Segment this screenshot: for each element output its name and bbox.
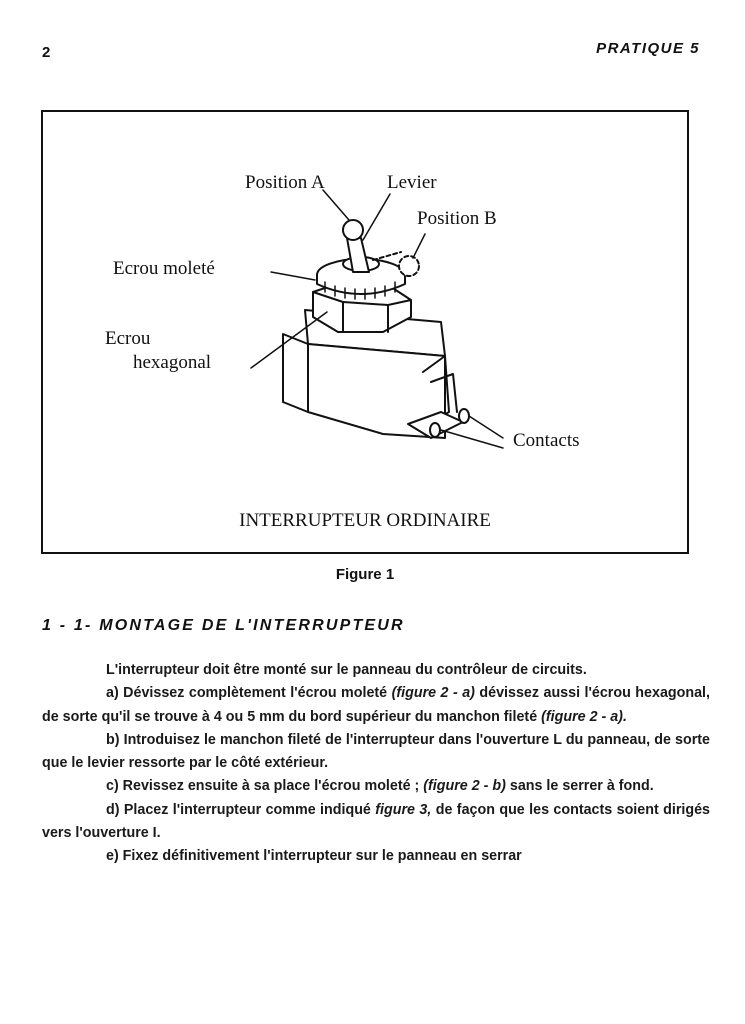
label-levier: Levier [387, 172, 437, 193]
label-position-a: Position A [245, 172, 325, 193]
figure-caption: Figure 1 [335, 566, 395, 583]
lever-position-b [373, 252, 401, 260]
body-text [42, 659, 710, 869]
label-ecrou: Ecrou [105, 328, 151, 349]
paragraph-c: c) Revissez ensuite à sa place l'écrou moleté ; (figure 2 - b) sans le serrer à fond. [106, 778, 654, 795]
paragraph-b: b) Introduisez le manchon fileté de l'interrupteur dans l'ouverture L du panneau, de sorte que le levier ressorte par le côté extérieur. [42, 731, 710, 772]
leader-levier [363, 194, 390, 240]
leader-contacts-1 [469, 416, 503, 438]
label-hexagonal: hexagonal [133, 352, 212, 373]
paragraph-a: a) Dévissez complètement l'écrou moleté (figure 2 - a) dévissez aussi l'écrou hexagonal, de sorte qu'il se trouve à 4 ou 5 mm du bord supérieur du manchon fileté (figure 2 - a). [42, 685, 710, 725]
running-title: PRATIQUE 5 [596, 40, 700, 57]
paragraph-intro: L'interrupteur doit être monté sur le panneau du contrôleur de circuits. [106, 662, 587, 678]
leader-position-a [323, 190, 349, 220]
label-ecrou-molete: Ecrou moleté [113, 258, 215, 279]
rear-contact [459, 409, 469, 423]
figure-reference: (figure 2 - a). [541, 708, 627, 725]
figure-reference: figure 3, [375, 801, 432, 818]
lever-ball-position-a [343, 220, 363, 240]
page-number: 2 [42, 44, 51, 61]
section-heading: 1 - 1- MONTAGE DE L'INTERRUPTEUR [42, 617, 405, 634]
leader-position-b [413, 234, 425, 258]
figure-reference: (figure 2 - b) [423, 778, 506, 795]
figure-frame [41, 110, 689, 554]
paragraph-e: e) Fixez définitivement l'interrupteur sur le panneau en serrar [106, 848, 522, 865]
figure-reference: (figure 2 - a) [391, 685, 475, 702]
leader-ecrou-molete [271, 272, 315, 280]
paragraph-d: d) Placez l'interrupteur comme indiqué figure 3, de façon que les contacts soient dirigés vers l'ouverture I. [42, 801, 710, 842]
label-position-b: Position B [417, 208, 497, 229]
switch-body-front [283, 334, 308, 412]
diagram-title: INTERRUPTEUR ORDINAIRE [239, 510, 491, 531]
label-contacts: Contacts [513, 430, 580, 451]
